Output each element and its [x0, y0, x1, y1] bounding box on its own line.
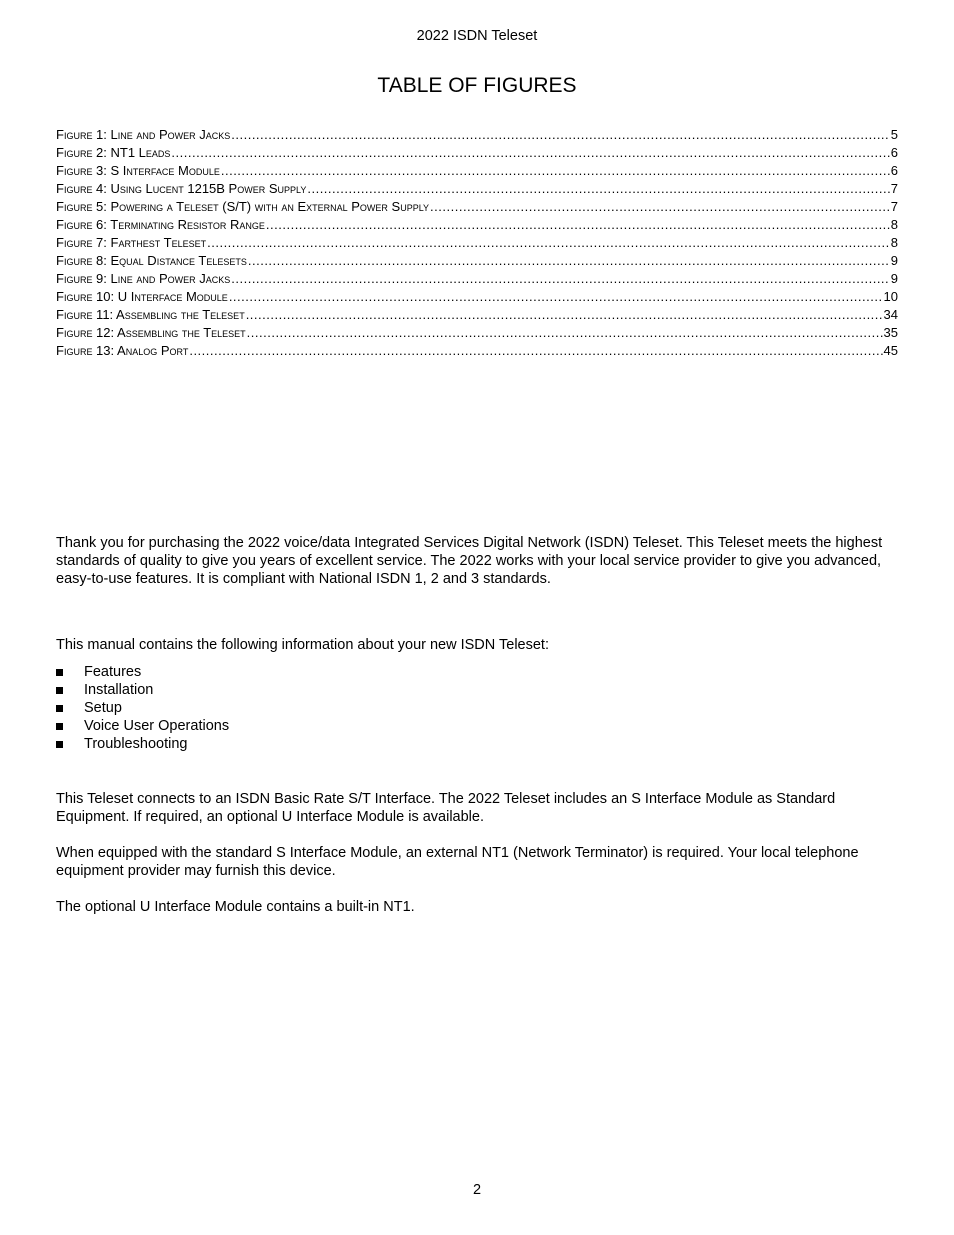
intro-paragraph: Thank you for purchasing the 2022 voice/data Integrated Services Digital Network (ISDN) Teleset. This Teleset meets the highest standards of quality to give you years of excellent service. The 2022 works with your local service provider to give you advanced, easy-to-use features. It is compliant with National ISDN 1, 2 and 3 standards.: [56, 535, 883, 587]
toc-entry-label: Figure 10: U Interface Module: [56, 289, 228, 304]
toc-leader-dots: [248, 253, 890, 268]
toc-leader-dots: [207, 235, 890, 250]
toc-entry[interactable]: [56, 163, 898, 181]
toc-entry-label: Figure 11: Assembling the Teleset: [56, 307, 245, 322]
toc-entry[interactable]: [56, 289, 898, 307]
toc-entry-page: 5: [890, 127, 898, 142]
list-item: [56, 699, 656, 717]
toc-entry-label: Figure 2: NT1 Leads: [56, 145, 171, 160]
toc-entry-label: Figure 13: Analog Port: [56, 343, 189, 358]
toc-entry[interactable]: [56, 145, 898, 163]
nt1-requirement-paragraph: When equipped with the standard S Interface Module, an external NT1 (Network Terminator) is required. Your local telephone equipment provider may furnish this device.: [56, 845, 859, 879]
toc-leader-dots: [229, 289, 883, 304]
toc-entry-page: 6: [890, 163, 898, 178]
square-bullet-icon: [56, 687, 63, 694]
toc-leader-dots: [430, 199, 890, 214]
toc-leader-dots: [307, 181, 889, 196]
toc-leader-dots: [231, 127, 890, 142]
toc-entry-page: 9: [890, 253, 898, 268]
list-item: [56, 663, 656, 681]
toc-entry[interactable]: [56, 127, 898, 145]
toc-leader-dots: [171, 145, 889, 160]
list-item-label: Installation: [84, 682, 154, 698]
toc-entry[interactable]: [56, 181, 898, 199]
toc-leader-dots: [266, 217, 890, 232]
optional-module-paragraph: The optional U Interface Module contains a built-in NT1.: [56, 899, 415, 915]
toc-entry-page: 34: [883, 307, 898, 322]
toc-entry-page: 8: [890, 217, 898, 232]
list-item-label: Features: [84, 664, 142, 680]
toc-entry-label: Figure 8: Equal Distance Telesets: [56, 253, 247, 268]
toc-entry-label: Figure 3: S Interface Module: [56, 163, 220, 178]
toc-leader-dots: [221, 163, 890, 178]
toc-entry-label: Figure 1: Line and Power Jacks: [56, 127, 231, 142]
toc-entry-page: 35: [883, 325, 898, 340]
toc-entry-page: 7: [890, 181, 898, 196]
toc-leader-dots: [246, 307, 883, 322]
toc-entry-label: Figure 4: Using Lucent 1215B Power Supply: [56, 181, 307, 196]
toc-leader-dots: [247, 325, 883, 340]
list-item: [56, 681, 656, 699]
toc-entry[interactable]: [56, 271, 898, 289]
toc-entry-page: 45: [883, 343, 898, 358]
toc-entry-page: 6: [890, 145, 898, 160]
toc-entry[interactable]: [56, 253, 898, 271]
square-bullet-icon: [56, 669, 63, 676]
list-item-label: Voice User Operations: [84, 718, 230, 734]
toc-entry[interactable]: [56, 307, 898, 325]
toc-entry[interactable]: [56, 325, 898, 343]
list-item-label: Setup: [84, 700, 122, 716]
manual-contents-list: [56, 663, 656, 753]
list-item-label: Troubleshooting: [84, 736, 188, 752]
toc-entry-page: 7: [890, 199, 898, 214]
toc-entry[interactable]: [56, 343, 898, 361]
toc-leader-dots: [189, 343, 882, 358]
toc-leader-dots: [231, 271, 890, 286]
toc-entry-label: Figure 5: Powering a Teleset (S/T) with an External Power Supply: [56, 199, 430, 214]
toc-entry-page: 10: [883, 289, 898, 304]
square-bullet-icon: [56, 723, 63, 730]
page-number: 2: [472, 1182, 482, 1198]
square-bullet-icon: [56, 705, 63, 712]
toc-entry-page: 8: [890, 235, 898, 250]
toc-entry-label: Figure 9: Line and Power Jacks: [56, 271, 231, 286]
manual-contents-paragraph: This manual contains the following information about your new ISDN Teleset:: [56, 637, 549, 653]
toc-entry[interactable]: [56, 217, 898, 235]
page-header: 2022 ISDN Teleset: [416, 28, 538, 44]
interface-paragraph: This Teleset connects to an ISDN Basic Rate S/T Interface. The 2022 Teleset includes an S Interface Module as Standard Equipment. If required, an optional U Interface Module is available.: [56, 791, 836, 825]
toc-entry-label: Figure 6: Terminating Resistor Range: [56, 217, 265, 232]
toc-entry-label: Figure 12: Assembling the Teleset: [56, 325, 246, 340]
square-bullet-icon: [56, 741, 63, 748]
toc-entry[interactable]: [56, 235, 898, 253]
toc-entry[interactable]: [56, 199, 898, 217]
toc-entry-label: Figure 7: Farthest Teleset: [56, 235, 207, 250]
list-item: [56, 717, 656, 735]
toc-title: TABLE OF FIGURES: [377, 74, 577, 97]
list-item: [56, 735, 656, 753]
toc-entry-page: 9: [890, 271, 898, 286]
table-of-figures: [56, 127, 898, 361]
